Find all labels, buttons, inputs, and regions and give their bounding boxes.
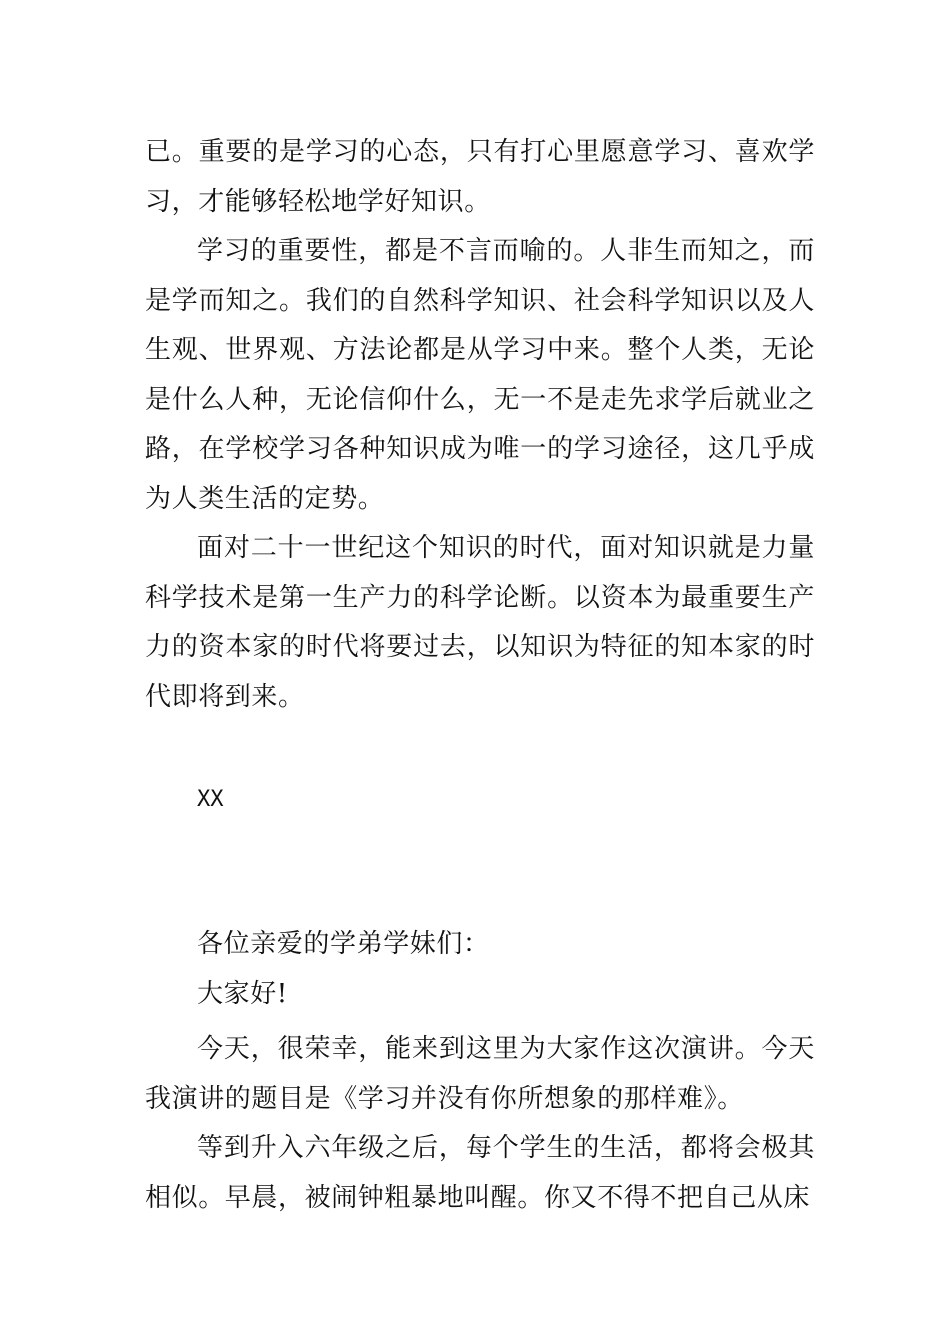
paragraph-continuation: 已。重要的是学习的心态，只有打心里愿意学习、喜欢学习，才能够轻松地学好知识。 [145,137,815,217]
greeting: 大家好! [197,979,288,1009]
paragraph-importance-of-learning: 学习的重要性，都是不言而喻的。人非生而知之，而是学而知之。我们的自然科学知识、社会科学知识以及人生观、世界观、方法论都是从学习中来。整个人类，无论是什么人种，无论信仰什么，无一不是走先求学后就业之路，在学校学习各种知识成为唯一的学习途径，这几乎成为人类生活的定势。 [145,236,815,514]
author-placeholder: XX [197,787,224,812]
salutation: 各位亲爱的学弟学妹们： [197,929,490,959]
paragraph-speech-intro: 今天，很荣幸，能来到这里为大家作这次演讲。今天我演讲的题目是《学习并没有你所想象的那样难》。 [145,1034,815,1114]
paragraph-knowledge-era: 面对二十一世纪这个知识的时代，面对知识就是力量科学技术是第一生产力的科学论断。以资本为最重要生产力的资本家的时代将要过去，以知识为特征的知本家的时代即将到来。 [145,533,815,712]
paragraph-sixth-grade: 等到升入六年级之后，每个学生的生活，都将会极其相似。早晨，被闹钟粗暴地叫醒。你又不得不把自己从床 [145,1133,815,1213]
